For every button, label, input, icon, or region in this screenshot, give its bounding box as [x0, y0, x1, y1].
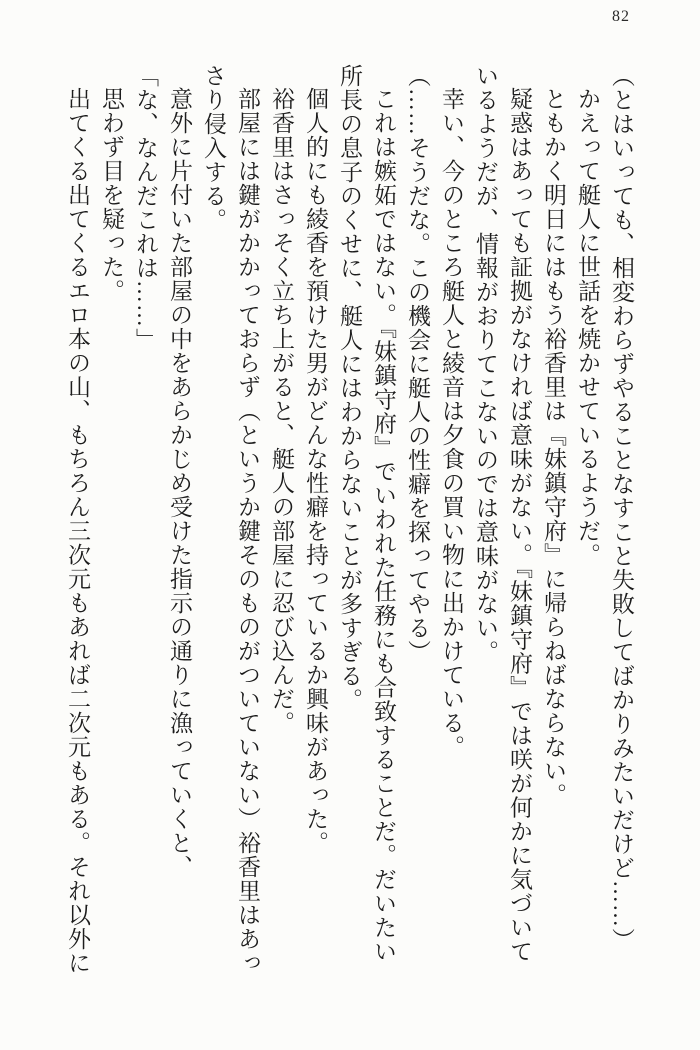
text-line: さり侵入する。 [201, 64, 226, 232]
text-line: ともかく明日にはもう裕香里は『妹鎮守府』に帰らねばならない。 [541, 87, 566, 807]
text-line: これは嫉妬ではない。『妹鎮守府』でいわれた任務にも合致することだ。だいたい [371, 87, 396, 964]
text-line: 「な、なんだこれは……」 [133, 64, 158, 352]
text-line: （とはいっても、相変わらずやることなすこと失敗してばかりみたいだけど……） [609, 64, 634, 952]
text-line: 個人的にも綾香を預けた男がどんな性癖を持っているか興味があった。 [303, 87, 328, 855]
body-text [60, 64, 638, 999]
text-line: 意外に片付いた部屋の中をあらかじめ受けた指示の通りに漁っていくと、 [167, 87, 192, 879]
text-line: 疑惑はあっても証拠がなければ意味がない。『妹鎮守府』では咲が何かに気づいて [507, 87, 532, 964]
page-number: 82 [612, 8, 630, 25]
text-line: 思わず目を疑った。 [99, 87, 124, 303]
text-line: いるようだが、情報がおりてこないのでは意味がない。 [473, 64, 498, 664]
text-line: 裕香里はさっそく立ち上がると、艇人の部屋に忍び込んだ。 [269, 87, 294, 735]
text-line: 幸い、今のところ艇人と綾音は夕食の買い物に出かけている。 [439, 87, 464, 759]
text-line: 部屋には鍵がかかっておらず（というか鍵そのものがついていない）裕香里はあっ [235, 87, 260, 975]
text-line: 出てくる出てくるエロ本の山、もちろん三次元もあれば二次元もある。それ以外に [65, 87, 90, 975]
text-line: 所長の息子のくせに、艇人にはわからないことが多すぎる。 [337, 64, 362, 712]
text-line: かえって艇人に世話を焼かせているようだ。 [575, 87, 600, 567]
text-line: （……そうだな。この機会に艇人の性癖を探ってやる） [405, 64, 430, 664]
